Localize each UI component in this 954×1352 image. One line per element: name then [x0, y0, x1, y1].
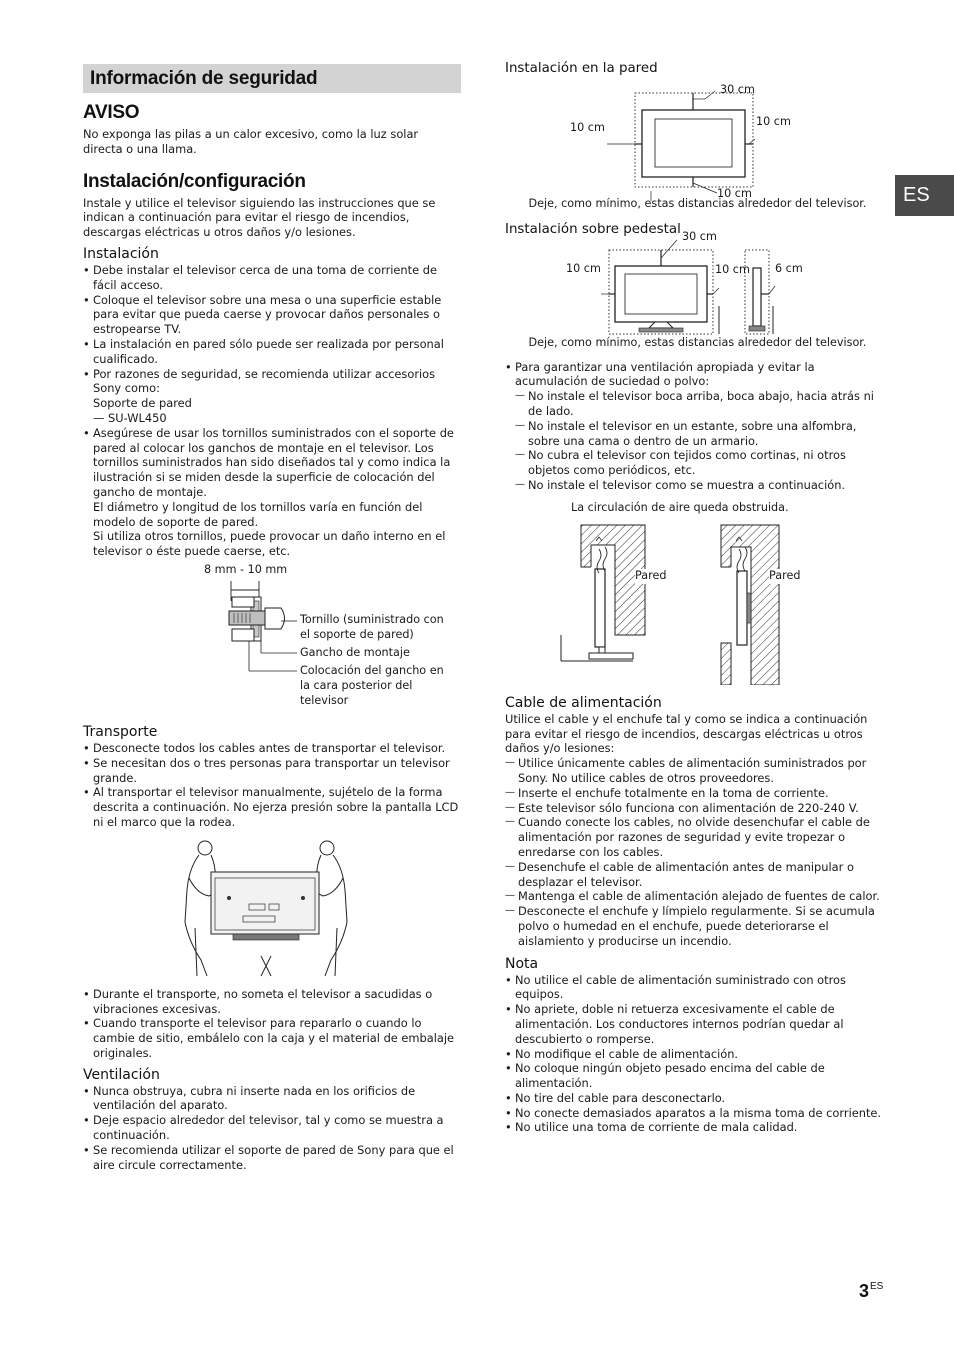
- list-item: • Al transportar el televisor manualmente, sujételo de la forma descrita a continuación. No ejerza presión sobre la pantalla LCD ni el marco que la rodea.: [83, 785, 461, 829]
- transporte-list: [83, 741, 461, 830]
- list-item: • Desconecte todos los cables antes de transportar el televisor.: [83, 741, 461, 756]
- list-item-text: Por razones de seguridad, se recomienda utilizar accesorios Sony como:: [93, 366, 436, 396]
- wall-label-2: Pared: [769, 568, 801, 582]
- aviso-title: AVISO: [83, 102, 140, 123]
- wall-bottom-gap: 10 cm: [717, 187, 752, 200]
- pedestal-back-gap: 6 cm: [775, 261, 803, 275]
- list-item: • No apriete, doble ni retuerza excesivamente el cable de alimentación. Los conductores internos podrían quedar al descubierto o romperse.: [505, 1002, 890, 1046]
- airflow-caption: La circulación de aire queda obstruida.: [571, 500, 789, 514]
- list-item: [505, 360, 890, 390]
- screw-warning: Si utiliza otros tornillos, puede provocar un daño interno en el televisor o éste puede caerse, etc.: [93, 529, 446, 559]
- ventilacion-list: [83, 1084, 461, 1173]
- label-screw: Tornillo (suministrado con el soporte de pared): [300, 612, 444, 641]
- wall-diagram: [505, 77, 890, 201]
- list-item: [83, 426, 461, 559]
- nota-title: Nota: [505, 955, 539, 972]
- wall-figure: [505, 77, 890, 201]
- wall-right-gap: 10 cm: [756, 115, 791, 128]
- list-item: • Deje espacio alrededor del televisor, tal y como se muestra a continuación.: [83, 1113, 461, 1143]
- list-item: • Nunca obstruya, cubra ni inserte nada en los orificios de ventilación del aparato.: [83, 1084, 461, 1114]
- pedestal-diagram: [505, 238, 890, 336]
- pedestal-caption: Deje, como mínimo, estas distancias alrededor del televisor.: [528, 335, 867, 349]
- install-text: Instale y utilice el televisor siguiendo las instrucciones que se indican a continuación para evitar el riesgo de incendios, descargas eléctricas u otros daños y/o lesiones.: [83, 195, 436, 240]
- list-item: • Cuando transporte el televisor para repararlo o cuando lo cambie de sitio, embálelo con la caja y el material de embalaje originales.: [83, 1016, 461, 1060]
- install-title: Instalación/configuración: [83, 170, 306, 192]
- right-column: [505, 60, 890, 1135]
- instalacion-title: Instalación: [83, 245, 159, 262]
- list-item: — No instale el televisor como se muestra a continuación.: [515, 478, 890, 493]
- list-item-text: Asegúrese de usar los tornillos suministrados con el soporte de pared al colocar los ganchos de montaje en el televisor. Los tornillos suministrados han sido diseñados tal y como indica la ilustración si se miden desde la superficie de colocación del gancho de montaje.: [93, 425, 454, 499]
- list-item: — Inserte el enchufe totalmente en la toma de corriente.: [505, 786, 890, 801]
- list-item: • Debe instalar el televisor cerca de una toma de corriente de fácil acceso.: [83, 263, 461, 293]
- page-number-value: 3: [859, 1281, 870, 1301]
- list-item: • No coloque ningún objeto pesado encima del cable de alimentación.: [505, 1061, 890, 1091]
- screw-dimension: 8 mm - 10 mm: [204, 562, 288, 576]
- list-item: • No utilice una toma de corriente de mala calidad.: [505, 1120, 890, 1135]
- cable-title: Cable de alimentación: [505, 694, 662, 711]
- screw-note: El diámetro y longitud de los tornillos varía en función del modelo de soporte de pared.: [93, 499, 423, 529]
- list-item: • No utilice el cable de alimentación suministrado con otros equipos.: [505, 973, 890, 1003]
- list-item: • No tire del cable para desconectarlo.: [505, 1091, 890, 1106]
- list-item: • No conecte demasiados aparatos a la misma toma de corriente.: [505, 1106, 890, 1121]
- list-item: — Mantenga el cable de alimentación alejado de fuentes de calor.: [505, 889, 890, 904]
- list-item: — No instale el televisor boca arriba, boca abajo, hacia atrás ni de lado.: [515, 389, 890, 419]
- pedestal-top-gap: 30 cm: [682, 229, 717, 243]
- vent-intro: Para garantizar una ventilación apropiada y evitar la acumulación de suciedad o polvo:: [515, 359, 815, 389]
- left-column: [83, 64, 461, 1172]
- aviso-text: No exponga las pilas a un calor excesivo, como la luz solar directa o una llama.: [83, 127, 419, 156]
- label-position: Colocación del gancho en la cara posterior del televisor: [300, 663, 444, 707]
- list-item: — Este televisor sólo funciona con alimentación de 220-240 V.: [505, 801, 890, 816]
- list-item: — Utilice únicamente cables de alimentación suministrados por Sony. No utilice cables de otros proveedores.: [505, 756, 890, 786]
- wall-left-gap: 10 cm: [570, 121, 605, 134]
- page-number: [859, 1280, 883, 1299]
- airflow-figure: [505, 501, 890, 685]
- list-item: • Se recomienda utilizar el soporte de pared de Sony para que el aire circule correctamente.: [83, 1143, 461, 1173]
- list-item: — Cuando conecte los cables, no olvide desenchufar el cable de alimentación por razones de seguridad y evite tropezar o enredarse con los cables.: [505, 815, 890, 859]
- accessory-name: Soporte de pared: [93, 396, 192, 411]
- list-item: — Desenchufe el cable de alimentación antes de manipular o desplazar el televisor.: [505, 860, 890, 890]
- language-tab: ES: [895, 175, 954, 216]
- list-item: • Durante el transporte, no someta el televisor a sacudidas o vibraciones excesivas.: [83, 987, 461, 1017]
- list-item: • La instalación en pared sólo puede ser realizada por personal cualificado.: [83, 337, 461, 367]
- pedestal-right-gap: 10 cm: [715, 262, 750, 276]
- carry-illustration: [83, 838, 461, 978]
- pared-title: Instalación en la pared: [505, 61, 658, 76]
- pedestal-title: Instalación sobre pedestal: [505, 221, 681, 237]
- list-item: • Coloque el televisor sobre una mesa o una superficie estable para evitar que pueda caerse y provocar daños personales o estropearse TV.: [83, 293, 461, 337]
- screw-figure: [83, 563, 461, 715]
- list-item: • No modifique el cable de alimentación.: [505, 1047, 890, 1062]
- page-number-suffix: ES: [870, 1281, 884, 1292]
- vent-dash-list: [515, 389, 890, 493]
- list-item: • Se necesitan dos o tres personas para transportar un televisor grande.: [83, 756, 461, 786]
- cable-intro: Utilice el cable y el enchufe tal y como se indica a continuación para evitar el riesgo de incendios, descargas eléctricas u otros daños y/o lesiones:: [505, 711, 868, 756]
- accessory-model: — SU-WL450: [93, 410, 167, 425]
- airflow-diagram: [505, 501, 890, 685]
- wall-caption: Deje, como mínimo, estas distancias alrededor del televisor.: [528, 197, 867, 210]
- section-title: Información de seguridad: [83, 64, 461, 93]
- transporte-list-2: [83, 987, 461, 1061]
- list-item: [83, 367, 461, 426]
- instalacion-list: [83, 263, 461, 559]
- transporte-title: Transporte: [83, 723, 158, 740]
- cable-dash-list: [505, 756, 890, 948]
- list-item: — No instale el televisor en un estante, sobre una alfombra, sobre una cama o dentro de un armario.: [515, 419, 890, 449]
- wall-label-1: Pared: [635, 568, 667, 582]
- vent-list: [505, 360, 890, 390]
- pedestal-left-gap: 10 cm: [566, 261, 601, 275]
- ventilacion-title: Ventilación: [83, 1066, 160, 1083]
- wall-top-gap: 30 cm: [720, 83, 755, 96]
- nota-list: [505, 973, 890, 1136]
- list-item: — No cubra el televisor con tejidos como cortinas, ni otros objetos como periódicos, etc.: [515, 448, 890, 478]
- list-item: — Desconecte el enchufe y límpielo regularmente. Si se acumula polvo o humedad en el enchufe, puede deteriorarse el aislamiento y producirse un incendio.: [505, 904, 890, 948]
- carry-figure: [83, 838, 461, 978]
- label-hook: Gancho de montaje: [300, 645, 410, 659]
